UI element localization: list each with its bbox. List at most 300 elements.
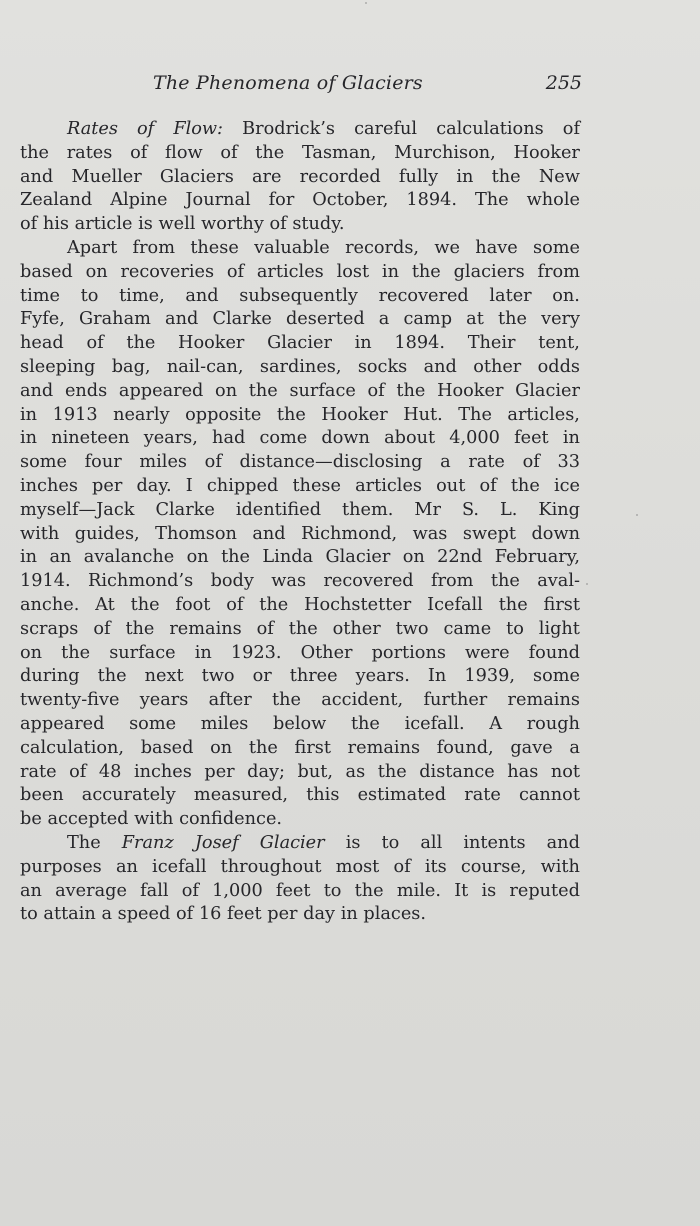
word: confidence.: [179, 809, 283, 830]
word: odds: [537, 356, 580, 377]
word: glaciers: [453, 261, 525, 282]
text-line: [20, 332, 580, 356]
word: nearly: [113, 404, 170, 425]
word: feet: [514, 428, 549, 449]
word: 4,000: [449, 428, 500, 449]
word: rough: [526, 713, 580, 734]
word: day.: [136, 475, 172, 496]
word: Alpine: [110, 190, 168, 211]
word: sardines,: [259, 356, 342, 377]
text-line: [20, 499, 580, 523]
word: the: [61, 642, 91, 663]
word: Brodrick’s: [242, 119, 335, 139]
word: articles: [355, 475, 422, 496]
word: the: [411, 261, 441, 282]
text-line: [20, 118, 580, 142]
word: based: [140, 737, 194, 758]
word: at: [466, 309, 484, 330]
text-line: [20, 570, 580, 594]
word: other: [332, 618, 381, 639]
word: lost: [336, 261, 370, 282]
text-line: [20, 761, 580, 785]
word: twenty-five: [20, 690, 120, 711]
text-line: [20, 784, 580, 808]
word: valuable: [254, 237, 330, 258]
word: we: [434, 237, 460, 258]
word: Clarke: [212, 309, 272, 330]
word: the: [491, 166, 521, 187]
text-line: [20, 475, 580, 499]
word: ice: [553, 475, 580, 496]
word: whole: [526, 190, 580, 211]
text-line: [20, 642, 580, 666]
word: sleeping: [20, 356, 96, 377]
word: on: [20, 642, 43, 663]
word: I: [185, 475, 193, 496]
text-line: [20, 546, 580, 570]
word: Icefall: [427, 594, 483, 615]
word: of: [269, 214, 287, 235]
word: miles: [200, 713, 249, 734]
word: three: [289, 666, 338, 687]
word: Flow:: [173, 119, 224, 139]
word: body: [210, 571, 254, 592]
word: average: [55, 880, 127, 901]
word: is: [345, 832, 361, 853]
word: estimated: [357, 785, 447, 806]
word: found,: [436, 737, 494, 758]
word: Hooker: [437, 380, 504, 401]
word: S.: [461, 499, 480, 520]
word: four: [84, 452, 122, 473]
word: years,: [143, 428, 198, 449]
word: Glacier: [267, 333, 332, 354]
word: throughout: [220, 856, 322, 877]
word: scraps: [20, 618, 79, 639]
word: mile.: [396, 880, 441, 901]
word: to: [323, 880, 342, 901]
word: of: [175, 904, 194, 925]
text-line: [20, 427, 580, 451]
word: of: [20, 214, 38, 235]
word: with: [540, 856, 580, 877]
word: accurately: [81, 785, 176, 806]
word: bag,: [111, 356, 151, 377]
word: not: [550, 761, 580, 782]
word: on: [402, 547, 425, 568]
word: Hut.: [403, 404, 443, 425]
word: some: [20, 452, 67, 473]
word: Richmond,: [301, 523, 398, 544]
word: very: [541, 309, 580, 330]
word: Zealand: [20, 190, 93, 211]
word: are: [252, 166, 282, 187]
word: identified: [235, 499, 322, 520]
word: the: [350, 713, 380, 734]
word: rate: [468, 452, 505, 473]
word: all: [420, 832, 443, 853]
word: next: [144, 666, 184, 687]
word: icefall: [152, 856, 207, 877]
word: time: [20, 285, 61, 306]
word: to: [20, 904, 38, 925]
word: an: [49, 547, 72, 568]
word: of: [226, 261, 245, 282]
text-line: [20, 189, 580, 213]
word: icefall.: [404, 713, 465, 734]
word: in: [381, 261, 399, 282]
word: Hooker: [178, 333, 245, 354]
word: remains: [169, 618, 242, 639]
word: with: [20, 523, 60, 544]
word: come: [259, 428, 308, 449]
word: portions: [371, 642, 446, 663]
word: The: [474, 190, 509, 211]
word: to: [381, 832, 400, 853]
word: but,: [297, 761, 333, 782]
word: a: [569, 737, 580, 758]
text-line: [20, 808, 580, 832]
word: the: [125, 618, 155, 639]
text-line: [20, 166, 580, 190]
word: to: [506, 618, 524, 639]
word: fall: [140, 880, 169, 901]
word: most: [335, 856, 380, 877]
word: the: [377, 761, 407, 782]
word: subsequently: [239, 285, 358, 306]
word: in: [562, 428, 580, 449]
word: have: [475, 237, 518, 258]
word: of: [522, 452, 540, 473]
text-line: [20, 523, 580, 547]
word: the: [259, 594, 289, 615]
word: per: [267, 904, 298, 925]
word: Glacier: [259, 832, 325, 853]
word: tent,: [538, 333, 580, 354]
word: two: [395, 618, 429, 639]
word: for: [268, 190, 295, 211]
word: Linda: [262, 547, 314, 568]
word: the: [126, 333, 156, 354]
word: 1,000: [212, 880, 263, 901]
word: of: [137, 119, 155, 139]
word: articles,: [507, 404, 580, 425]
word: per: [92, 475, 123, 496]
word: about: [384, 428, 436, 449]
word: of: [181, 880, 199, 901]
word: Their: [467, 333, 516, 354]
word: nineteen: [51, 428, 130, 449]
word: further: [423, 690, 488, 711]
word: the: [354, 880, 384, 901]
text-line: [20, 380, 580, 404]
word: down: [531, 523, 580, 544]
word: cannot: [518, 785, 580, 806]
word: surface: [109, 642, 176, 663]
word: of: [393, 856, 411, 877]
word: in: [354, 333, 372, 354]
word: and: [165, 309, 199, 330]
word: L.: [500, 499, 518, 520]
word: Thomson: [155, 523, 237, 544]
word: later: [489, 285, 532, 306]
word: as: [345, 761, 366, 782]
word: nail-can,: [166, 356, 244, 377]
word: calculation,: [20, 737, 125, 758]
word: in: [20, 404, 38, 425]
word: recoveries: [120, 261, 215, 282]
word: 48: [98, 761, 122, 782]
word: article: [74, 214, 133, 235]
word: Glacier: [515, 380, 580, 401]
word: a: [378, 309, 390, 330]
word: careful: [354, 119, 418, 139]
page-number: 255: [545, 72, 582, 94]
word: of: [130, 142, 148, 163]
word: of: [93, 618, 111, 639]
word: October,: [312, 190, 389, 211]
word: myself—Jack: [20, 499, 135, 520]
word: and: [423, 356, 457, 377]
word: day: [303, 904, 336, 925]
word: recovered: [378, 285, 469, 306]
word: At: [95, 594, 115, 615]
word: of: [86, 333, 104, 354]
word: the: [97, 666, 127, 687]
word: surface: [289, 380, 356, 401]
word: this: [306, 785, 340, 806]
word: from: [431, 571, 474, 592]
word: Journal: [185, 190, 251, 211]
text-line: [20, 237, 580, 261]
word: on: [215, 380, 238, 401]
word: accident,: [321, 690, 404, 711]
word: on: [210, 737, 233, 758]
word: is: [481, 880, 497, 901]
word: Hooker: [513, 142, 580, 163]
word: inches: [20, 475, 78, 496]
word: or: [252, 666, 272, 687]
text-line: [20, 451, 580, 475]
word: in: [194, 642, 212, 663]
word: course,: [460, 856, 527, 877]
word: In: [427, 666, 447, 687]
text-line: [20, 856, 580, 880]
word: flow: [165, 142, 203, 163]
word: 16: [198, 904, 222, 925]
word: Fyfe,: [20, 309, 65, 330]
word: the: [276, 404, 306, 425]
word: other: [473, 356, 522, 377]
word: appeared: [20, 713, 105, 734]
word: places.: [363, 904, 427, 925]
word: Josef: [194, 832, 239, 853]
word: has: [507, 761, 539, 782]
word: were: [465, 642, 510, 663]
word: Apart: [67, 237, 118, 258]
word: was: [412, 523, 448, 544]
word: the: [221, 547, 251, 568]
word: of: [479, 475, 497, 496]
word: measured,: [193, 785, 289, 806]
text-line: [20, 404, 580, 428]
word: Murchison,: [394, 142, 496, 163]
word: was: [271, 571, 307, 592]
word: some: [533, 237, 580, 258]
word: inches: [133, 761, 192, 782]
word: some: [533, 666, 580, 687]
word: on.: [552, 285, 580, 306]
word: the: [248, 380, 278, 401]
word: Tasman,: [302, 142, 377, 163]
word: Other: [300, 642, 353, 663]
word: intents: [463, 832, 526, 853]
word: King: [538, 499, 580, 520]
running-title: The Phenomena of Glaciers: [153, 72, 423, 94]
word: 1914.: [20, 571, 71, 592]
word: ends: [64, 380, 108, 401]
word: a: [101, 904, 112, 925]
word: first: [543, 594, 580, 615]
word: remains: [347, 737, 421, 758]
word: and: [252, 523, 286, 544]
word: per: [204, 761, 235, 782]
word: recorded: [299, 166, 381, 187]
word: feet: [275, 880, 311, 901]
word: 1939,: [464, 666, 515, 687]
word: during: [20, 666, 80, 687]
word: his: [42, 214, 69, 235]
word: 1894.: [394, 333, 446, 354]
word: the: [248, 737, 278, 758]
text-line: [20, 285, 580, 309]
word: gave: [510, 737, 553, 758]
word: New: [538, 166, 580, 187]
word: distance: [419, 761, 495, 782]
word: day;: [247, 761, 285, 782]
word: swept: [462, 523, 516, 544]
word: time,: [119, 285, 165, 306]
word: these: [292, 475, 341, 496]
word: worthy: [201, 214, 264, 235]
text-line: [20, 737, 580, 761]
word: 1913: [52, 404, 98, 425]
word: be: [20, 809, 42, 830]
text-line: [20, 213, 580, 237]
word: the: [20, 142, 49, 163]
word: years.: [355, 666, 410, 687]
word: recovered: [323, 571, 414, 592]
word: below: [273, 713, 327, 734]
word: study.: [292, 214, 345, 235]
word: its: [424, 856, 447, 877]
word: some: [129, 713, 177, 734]
word: the: [255, 142, 285, 163]
word: in: [20, 547, 38, 568]
word: rate: [464, 785, 501, 806]
text-line: [20, 356, 580, 380]
word: calculations: [436, 119, 544, 139]
word: well: [158, 214, 196, 235]
word: in: [340, 904, 358, 925]
text-line: [20, 713, 580, 737]
word: Hooker: [321, 404, 388, 425]
word: February,: [494, 547, 580, 568]
word: first: [294, 737, 331, 758]
word: reputed: [509, 880, 580, 901]
paper-speck: [636, 514, 638, 516]
word: Mueller: [71, 166, 142, 187]
word: and: [185, 285, 219, 306]
word: A: [489, 713, 503, 734]
text-line: [20, 880, 580, 904]
word: deserted: [285, 309, 365, 330]
word: and: [20, 166, 54, 187]
word: anche.: [20, 594, 80, 615]
text-line: [20, 618, 580, 642]
word: feet: [227, 904, 262, 925]
word: down: [321, 428, 370, 449]
word: Mr: [414, 499, 441, 520]
word: found: [528, 642, 580, 663]
word: 1894.: [406, 190, 457, 211]
word: Glaciers: [159, 166, 234, 187]
word: of: [226, 594, 244, 615]
word: appeared: [118, 380, 204, 401]
word: and: [20, 380, 54, 401]
word: chipped: [206, 475, 279, 496]
word: the: [490, 571, 520, 592]
word: of: [220, 142, 238, 163]
word: fully: [398, 166, 439, 187]
word: distance—disclosing: [239, 452, 423, 473]
word: in: [456, 166, 474, 187]
word: of: [562, 119, 580, 139]
word: attain: [43, 904, 96, 925]
word: camp: [403, 309, 453, 330]
word: of: [367, 380, 385, 401]
word: of: [69, 761, 87, 782]
word: Graham: [79, 309, 151, 330]
text-line: [20, 832, 580, 856]
word: been: [20, 785, 64, 806]
word: had: [212, 428, 246, 449]
word: the: [271, 690, 301, 711]
text-line: [20, 261, 580, 285]
word: and: [546, 832, 580, 853]
word: opposite: [185, 404, 262, 425]
word: out: [436, 475, 466, 496]
word: in: [20, 428, 38, 449]
word: Clarke: [155, 499, 215, 520]
word: came: [443, 618, 492, 639]
word: 33: [557, 452, 580, 473]
word: foot: [175, 594, 211, 615]
text-line: [20, 903, 580, 927]
word: Rates: [67, 119, 118, 139]
word: Franz: [121, 832, 174, 853]
word: of: [204, 452, 222, 473]
word: a: [440, 452, 451, 473]
text-line: [20, 689, 580, 713]
word: the: [510, 475, 540, 496]
body-text: [20, 118, 580, 927]
word: the: [396, 380, 426, 401]
word: from: [537, 261, 580, 282]
word: the: [130, 594, 160, 615]
word: to: [80, 285, 99, 306]
word: is: [138, 214, 153, 235]
